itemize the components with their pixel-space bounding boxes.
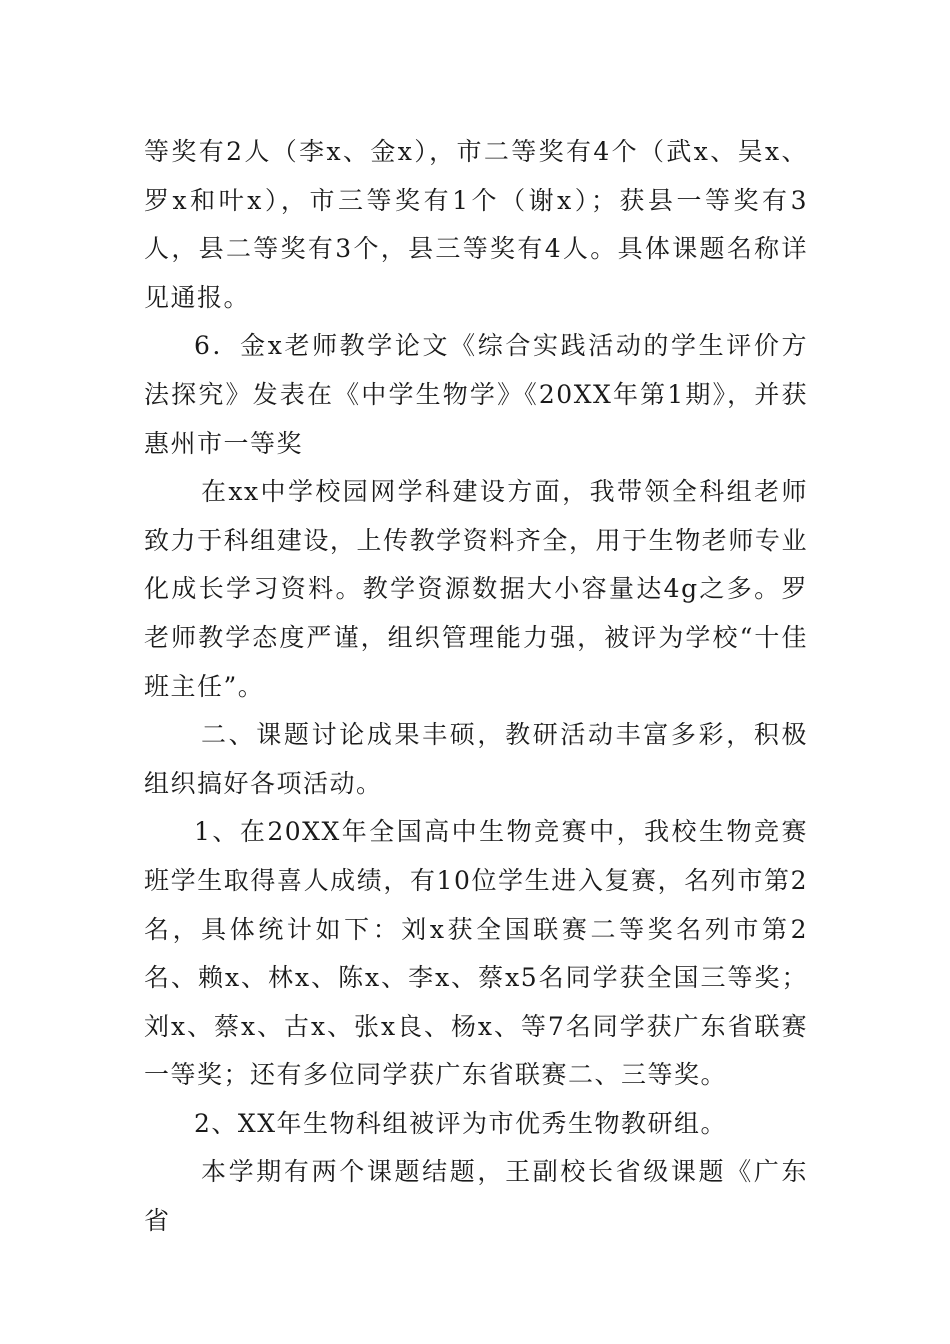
paragraph-item-1-competition: 1、在20XX年全国高中生物竞赛中，我校生物竞赛班学生取得喜人成绩，有10位学生进入复赛，名列市第2名，具体统计如下：刘x获全国联赛二等奖名列市第2名、赖x、林x、陈x、李x、蔡x5名同学获全国三等奖；刘x、蔡x、古x、张x良、杨x、等7名同学获广东省联赛一等奖；还有多位同学获广东省联赛二、三等奖。 <box>144 817 808 1090</box>
paragraph-item-6-paper: 6．金x老师教学论文《综合实践活动的学生评价方法探究》发表在《中学生物学》《20XX年第1期》，并获惠州市一等奖 <box>144 331 808 458</box>
paragraph-awards-continued: 等奖有2人（李x、金x），市二等奖有4个（武x、吴x、罗x和叶x），市三等奖有1个（谢x）；获县一等奖有3人，县二等奖有3个，县三等奖有4人。具体课题名称详见通报。 <box>144 137 808 312</box>
document-body <box>144 128 808 1246</box>
paragraph-projects-concluded: 本学期有两个课题结题，王副校长省级课题《广东省 <box>144 1157 808 1236</box>
paragraph-website-construction: 在xx中学校园网学科建设方面，我带领全科组老师致力于科组建设，上传教学资料齐全，用于生物老师专业化成长学习资料。教学资源数据大小容量达4g之多。罗老师教学态度严谨，组织管理能力强，被评为学校“十佳班主任”。 <box>144 477 808 701</box>
paragraph-item-2-excellent-group: 2、XX年生物科组被评为市优秀生物教研组。 <box>194 1108 728 1138</box>
section-heading-2: 二、课题讨论成果丰硕，教研活动丰富多彩，积极组织搞好各项活动。 <box>144 720 808 798</box>
